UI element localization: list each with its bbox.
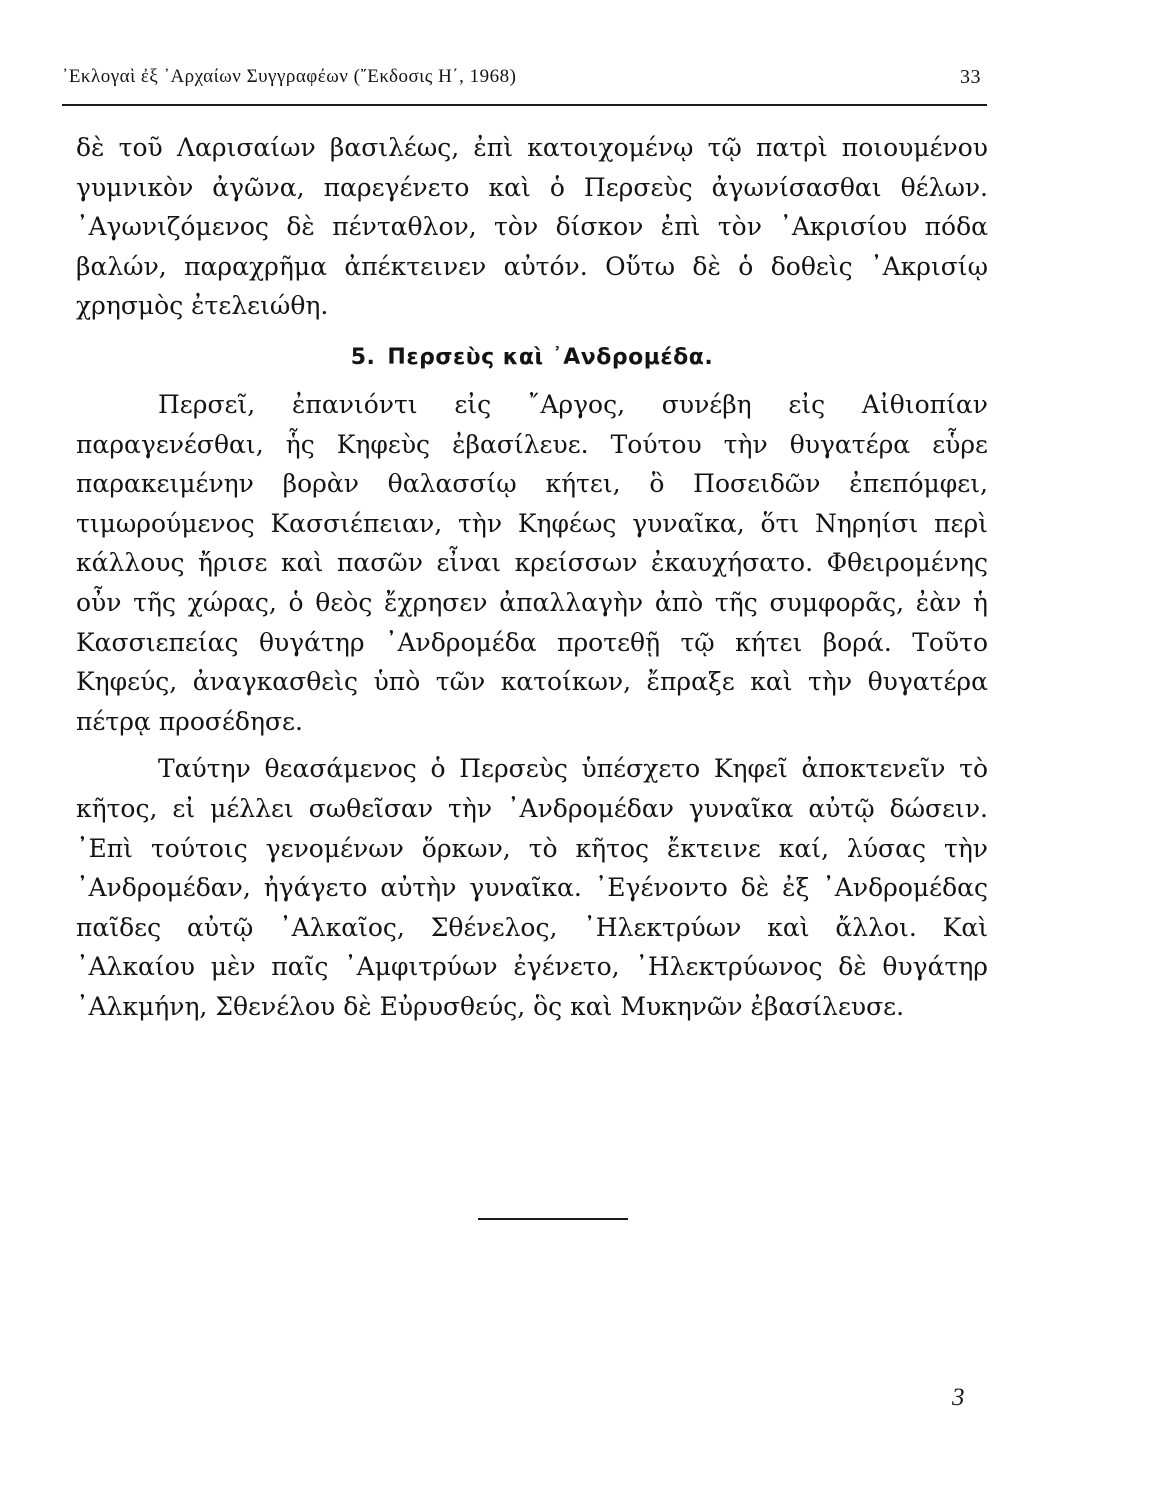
page-number: 33 [960,66,981,88]
main-text [76,128,988,1026]
running-title: ᾿Εκλογαὶ ἐξ ᾿Αρχαίων Συγγραφέων (῎Εκδοσις Η΄, 1968) [62,66,517,87]
signature-mark: 3 [952,1384,965,1411]
paragraph-gap [76,741,988,749]
section-title: Περσεὺς καὶ ᾿Ανδρομέδα. [387,344,714,370]
running-header [62,62,987,98]
section-end-rule [478,1218,628,1220]
section-number: 5. [350,344,376,370]
paragraph-continuation: δὲ τοῦ Λαρισαίων βασιλέως, ἐπὶ κατοιχομένῳ τῷ πατρὶ ποιουμένου γυμνικὸν ἀγῶνα, παρεγένετο καὶ ὁ Περσεὺς ἀγωνίσασθαι θέλων. ᾿Αγωνιζόμενος δὲ πένταθλον, τὸν δίσκον ἐπὶ τὸν ᾿Ακρισίου πόδα βαλών, παραχρῆμα ἀπέκτεινεν αὐτόν. Οὕτω δὲ ὁ δοθεὶς ᾿Ακρισίῳ χρησμὸς ἐτελειώθη. [76,133,988,321]
section-heading [76,341,988,375]
paragraph-perseus-andromeda: Ταύτην θεασάμενος ὁ Περσεὺς ὑπέσχετο Κηφεῖ ἀποκτενεῖν τὸ κῆτος, εἰ μέλλει σωθεῖσαν τὴν ᾿Ανδρομέδαν γυναῖκα αὐτῷ δώσειν. ᾿Επὶ τούτοις γενομένων ὅρκων, τὸ κῆτος ἔκτεινε καί, λύσας τὴν ᾿Ανδρομέδαν, ἠγάγετο αὐτὴν γυναῖκα. ᾿Εγένοντο δὲ ἐξ ᾿Ανδρομέδας παῖδες αὐτῷ ᾿Αλκαῖος, Σθένελος, ᾿Ηλεκτρύων καὶ ἄλλοι. Καὶ ᾿Αλκαίου μὲν παῖς ᾿Αμφιτρύων ἐγένετο, ᾿Ηλεκτρύωνος δὲ θυγάτηρ ᾿Αλκμήνη, Σθενέλου δὲ Εὐρυσθεύς, ὃς καὶ Μυκηνῶν ἐβασίλευσε. [76,754,988,1021]
paragraph-perseus-ethiopia: Περσεῖ, ἐπανιόντι εἰς ῎Αργος, συνέβη εἰς Αἰθιοπίαν παραγενέσθαι, ἧς Κηφεὺς ἐβασίλευε. Τούτου τὴν θυγατέρα εὗρε παρακειμένην βορὰν θαλασσίῳ κήτει, ὃ Ποσειδῶν ἐπεπόμφει, τιμωρούμενος Κασσιέπειαν, τὴν Κηφέως γυναῖκα, ὅτι Νηρηίσι περὶ κάλλους ἤρισε καὶ πασῶν εἶναι κρείσσων ἐκαυχήσατο. Φθειρομένης οὖν τῆς χώρας, ὁ θεὸς ἔχρησεν ἀπαλλαγὴν ἀπὸ τῆς συμφορᾶς, ἐὰν ἡ Κασσιεπείας θυγάτηρ ᾿Ανδρομέδα προτεθῇ τῷ κήτει βορά. Τοῦτο Κηφεύς, ἀναγκασθεὶς ὑπὸ τῶν κατοίκων, ἔπραξε καὶ τὴν θυγατέρα πέτρᾳ προσέδησε. [76,389,988,736]
header-rule [62,104,987,106]
